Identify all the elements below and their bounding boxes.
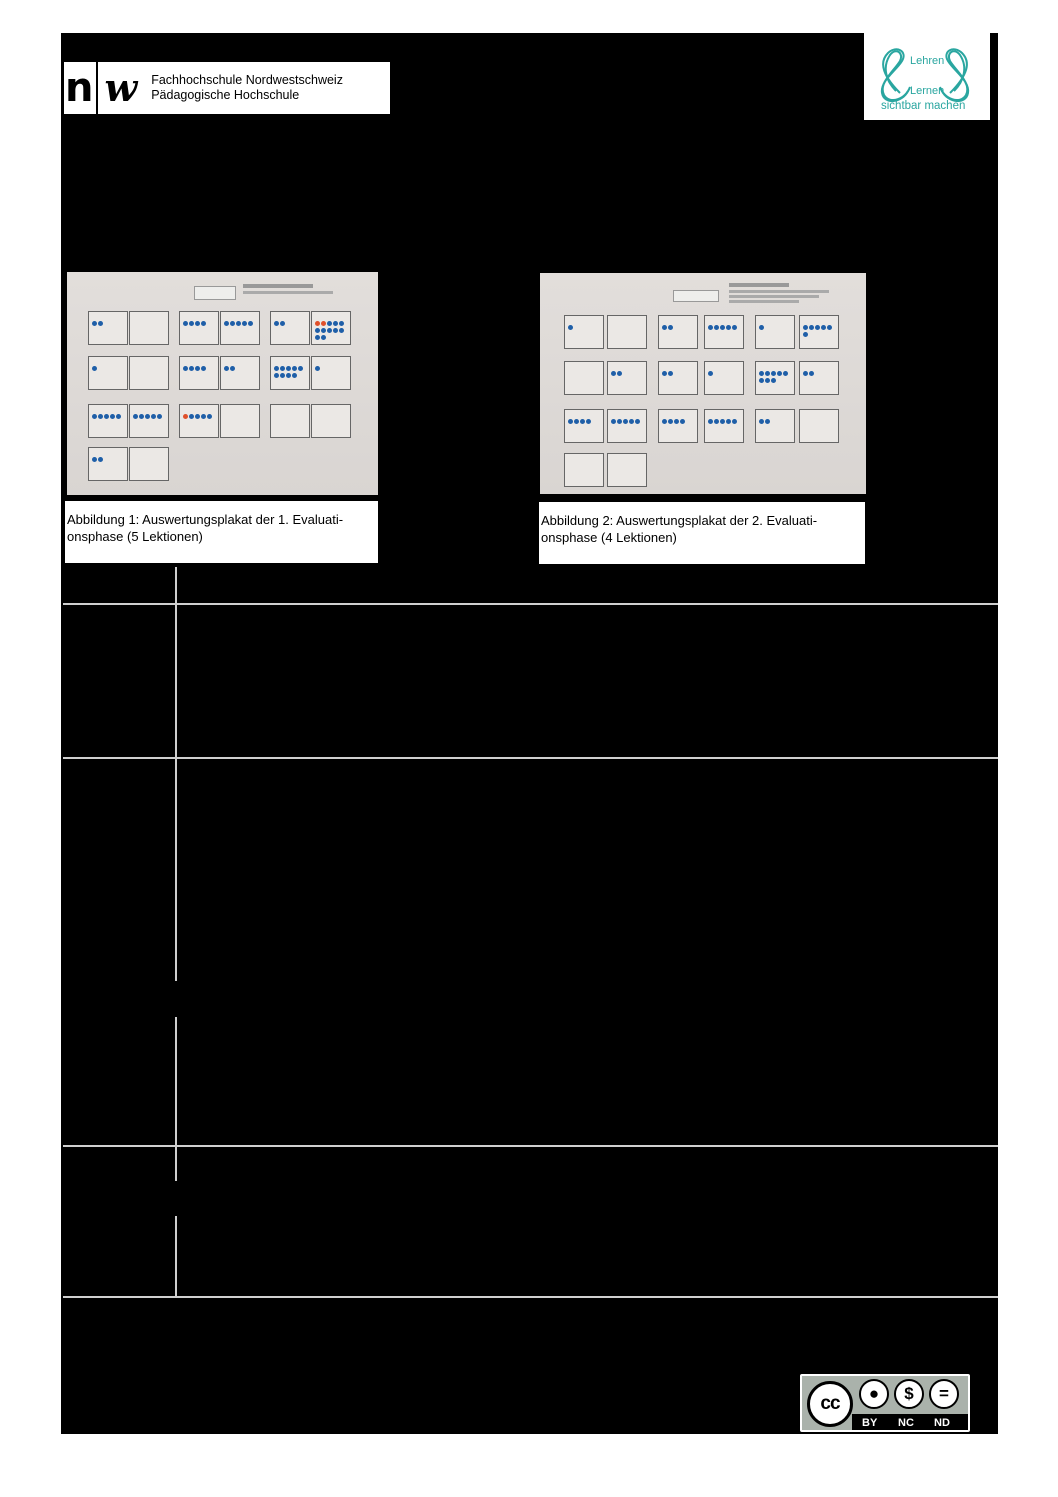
poster-dot bbox=[809, 371, 814, 376]
poster-dot bbox=[321, 328, 326, 333]
poster-card bbox=[129, 404, 169, 438]
poster-dot bbox=[183, 414, 188, 419]
poster-card bbox=[607, 315, 647, 349]
poster-dot bbox=[224, 366, 229, 371]
poster-dot bbox=[157, 414, 162, 419]
institution-line-1: Fachhochschule Nordwestschweiz bbox=[151, 73, 343, 87]
poster-dot bbox=[714, 325, 719, 330]
poster-dot bbox=[726, 325, 731, 330]
poster-dot bbox=[230, 321, 235, 326]
document-page bbox=[61, 33, 998, 1434]
poster-dot bbox=[629, 419, 634, 424]
cc-label-nc: NC bbox=[898, 1417, 914, 1429]
poster-dot bbox=[783, 371, 788, 376]
poster-dot bbox=[280, 373, 285, 378]
poster-dot bbox=[732, 325, 737, 330]
table-divider-vertical bbox=[175, 1017, 177, 1145]
figure-2-poster-photo bbox=[540, 273, 866, 494]
poster-dot bbox=[611, 371, 616, 376]
poster-dot bbox=[321, 321, 326, 326]
poster-dot bbox=[145, 414, 150, 419]
poster-dot bbox=[92, 366, 97, 371]
poster-dot bbox=[230, 366, 235, 371]
poster-dot bbox=[274, 366, 279, 371]
poster-card bbox=[311, 356, 351, 390]
poster-card bbox=[704, 361, 744, 395]
poster-note bbox=[194, 286, 236, 300]
poster-card bbox=[88, 356, 128, 390]
poster-dot bbox=[339, 321, 344, 326]
poster-card bbox=[658, 361, 698, 395]
poster-dot bbox=[680, 419, 685, 424]
cc-label-by: BY bbox=[862, 1417, 878, 1429]
poster-heading bbox=[729, 283, 839, 303]
poster-card bbox=[179, 311, 219, 345]
poster-dot bbox=[815, 325, 820, 330]
poster-dot bbox=[183, 321, 188, 326]
lehren-lernen-logo bbox=[864, 33, 990, 120]
poster-dot bbox=[635, 419, 640, 424]
fhnw-mark-n: n bbox=[65, 65, 93, 111]
table-divider-horizontal bbox=[63, 757, 998, 759]
poster-dot bbox=[98, 457, 103, 462]
poster-dot bbox=[662, 325, 667, 330]
table-divider-horizontal bbox=[63, 603, 998, 605]
poster-dot bbox=[708, 325, 713, 330]
table-divider-vertical bbox=[175, 605, 177, 757]
fhnw-logo bbox=[64, 62, 390, 114]
poster-dot bbox=[574, 419, 579, 424]
poster-dot bbox=[777, 371, 782, 376]
poster-dot bbox=[92, 414, 97, 419]
poster-card bbox=[179, 356, 219, 390]
poster-dot bbox=[617, 371, 622, 376]
poster-dot bbox=[586, 419, 591, 424]
poster-dot bbox=[732, 419, 737, 424]
poster-dot bbox=[201, 366, 206, 371]
poster-card bbox=[564, 361, 604, 395]
poster-dot bbox=[668, 419, 673, 424]
poster-dot bbox=[726, 419, 731, 424]
fhnw-mark-w: w bbox=[104, 65, 138, 110]
poster-card bbox=[88, 311, 128, 345]
institution-line-2: Pädagogische Hochschule bbox=[151, 88, 300, 102]
poster-dot bbox=[333, 321, 338, 326]
poster-card bbox=[270, 311, 310, 345]
poster-dot bbox=[771, 371, 776, 376]
poster-dot bbox=[195, 366, 200, 371]
poster-dot bbox=[315, 328, 320, 333]
poster-card bbox=[88, 404, 128, 438]
figure-1-caption: Abbildung 1: Auswertungsplakat der 1. Evaluati-onsphase (5 Lektionen) bbox=[65, 501, 378, 563]
poster-dot bbox=[568, 419, 573, 424]
attribution-icon: ● bbox=[859, 1379, 889, 1409]
table-divider-vertical bbox=[175, 1147, 177, 1181]
poster-dot bbox=[315, 366, 320, 371]
poster-card bbox=[564, 409, 604, 443]
poster-dot bbox=[759, 325, 764, 330]
poster-dot bbox=[274, 373, 279, 378]
poster-card bbox=[220, 356, 260, 390]
poster-card bbox=[220, 311, 260, 345]
poster-dot bbox=[803, 332, 808, 337]
poster-card bbox=[311, 404, 351, 438]
poster-dot bbox=[720, 419, 725, 424]
poster-card bbox=[755, 315, 795, 349]
poster-dot bbox=[248, 321, 253, 326]
poster-card bbox=[129, 447, 169, 481]
poster-dot bbox=[133, 414, 138, 419]
institution-name bbox=[151, 73, 343, 103]
poster-dot bbox=[333, 328, 338, 333]
poster-card bbox=[799, 409, 839, 443]
poster-dot bbox=[827, 325, 832, 330]
cc-label-nd: ND bbox=[934, 1417, 950, 1429]
figure-1-poster-photo bbox=[67, 272, 378, 495]
poster-card bbox=[607, 361, 647, 395]
poster-dot bbox=[327, 328, 332, 333]
poster-dot bbox=[765, 378, 770, 383]
poster-card bbox=[129, 356, 169, 390]
figure-2-caption: Abbildung 2: Auswertungsplakat der 2. Evaluati-onsphase (4 Lektionen) bbox=[539, 502, 865, 564]
cc-logo-icon: cc bbox=[807, 1381, 853, 1427]
poster-dot bbox=[189, 414, 194, 419]
poster-card bbox=[311, 311, 351, 345]
table-divider-vertical bbox=[175, 759, 177, 981]
poster-dot bbox=[236, 321, 241, 326]
poster-dot bbox=[189, 321, 194, 326]
noncommercial-icon: $ bbox=[894, 1379, 924, 1409]
poster-card bbox=[564, 453, 604, 487]
noderivatives-icon: = bbox=[929, 1379, 959, 1409]
poster-dot bbox=[803, 371, 808, 376]
poster-card bbox=[88, 447, 128, 481]
logo-word-sichtbar-machen: sichtbar machen bbox=[881, 100, 966, 112]
table-divider-horizontal bbox=[63, 1296, 998, 1298]
poster-card bbox=[607, 409, 647, 443]
poster-dot bbox=[292, 366, 297, 371]
poster-dot bbox=[674, 419, 679, 424]
poster-dot bbox=[821, 325, 826, 330]
poster-dot bbox=[617, 419, 622, 424]
poster-dot bbox=[339, 328, 344, 333]
poster-dot bbox=[201, 321, 206, 326]
poster-card bbox=[129, 311, 169, 345]
table-divider-vertical bbox=[175, 567, 177, 603]
poster-dot bbox=[580, 419, 585, 424]
poster-dot bbox=[151, 414, 156, 419]
poster-dot bbox=[759, 371, 764, 376]
poster-dot bbox=[327, 321, 332, 326]
poster-dot bbox=[765, 419, 770, 424]
poster-card bbox=[658, 315, 698, 349]
poster-dot bbox=[110, 414, 115, 419]
poster-card bbox=[704, 409, 744, 443]
poster-dot bbox=[207, 414, 212, 419]
logo-word-lehren: Lehren bbox=[910, 55, 945, 67]
poster-dot bbox=[92, 321, 97, 326]
poster-dot bbox=[568, 325, 573, 330]
poster-card bbox=[658, 409, 698, 443]
poster-dot bbox=[662, 419, 667, 424]
poster-dot bbox=[720, 325, 725, 330]
poster-dot bbox=[274, 321, 279, 326]
poster-card bbox=[799, 315, 839, 349]
poster-card bbox=[270, 356, 310, 390]
poster-dot bbox=[714, 419, 719, 424]
poster-dot bbox=[280, 366, 285, 371]
poster-card bbox=[564, 315, 604, 349]
poster-dot bbox=[803, 325, 808, 330]
table-divider-horizontal bbox=[63, 1145, 998, 1147]
poster-dot bbox=[298, 366, 303, 371]
poster-dot bbox=[292, 373, 297, 378]
poster-dot bbox=[315, 335, 320, 340]
poster-card bbox=[755, 361, 795, 395]
poster-card bbox=[270, 404, 310, 438]
poster-dot bbox=[195, 321, 200, 326]
poster-dot bbox=[708, 419, 713, 424]
poster-card bbox=[607, 453, 647, 487]
cc-license-badge bbox=[800, 1374, 970, 1432]
poster-dot bbox=[98, 414, 103, 419]
poster-card bbox=[704, 315, 744, 349]
poster-dot bbox=[242, 321, 247, 326]
poster-dot bbox=[139, 414, 144, 419]
poster-card bbox=[755, 409, 795, 443]
poster-dot bbox=[183, 366, 188, 371]
poster-card bbox=[179, 404, 219, 438]
poster-note bbox=[673, 290, 719, 302]
poster-dot bbox=[116, 414, 121, 419]
poster-dot bbox=[280, 321, 285, 326]
poster-dot bbox=[321, 335, 326, 340]
poster-dot bbox=[189, 366, 194, 371]
poster-dot bbox=[195, 414, 200, 419]
poster-heading bbox=[243, 284, 343, 294]
poster-dot bbox=[759, 378, 764, 383]
poster-dot bbox=[92, 457, 97, 462]
poster-dot bbox=[98, 321, 103, 326]
poster-dot bbox=[668, 325, 673, 330]
poster-dot bbox=[611, 419, 616, 424]
poster-card bbox=[220, 404, 260, 438]
poster-dot bbox=[771, 378, 776, 383]
logo-word-lernen: Lernen bbox=[910, 85, 945, 97]
poster-dot bbox=[286, 373, 291, 378]
table-divider-vertical bbox=[175, 1216, 177, 1296]
poster-dot bbox=[708, 371, 713, 376]
poster-dot bbox=[224, 321, 229, 326]
poster-dot bbox=[809, 325, 814, 330]
poster-dot bbox=[315, 321, 320, 326]
poster-dot bbox=[662, 371, 667, 376]
fhnw-logo-separator bbox=[96, 62, 98, 114]
poster-dot bbox=[201, 414, 206, 419]
poster-dot bbox=[623, 419, 628, 424]
poster-card bbox=[799, 361, 839, 395]
poster-dot bbox=[668, 371, 673, 376]
poster-dot bbox=[104, 414, 109, 419]
poster-dot bbox=[286, 366, 291, 371]
poster-dot bbox=[759, 419, 764, 424]
poster-dot bbox=[765, 371, 770, 376]
